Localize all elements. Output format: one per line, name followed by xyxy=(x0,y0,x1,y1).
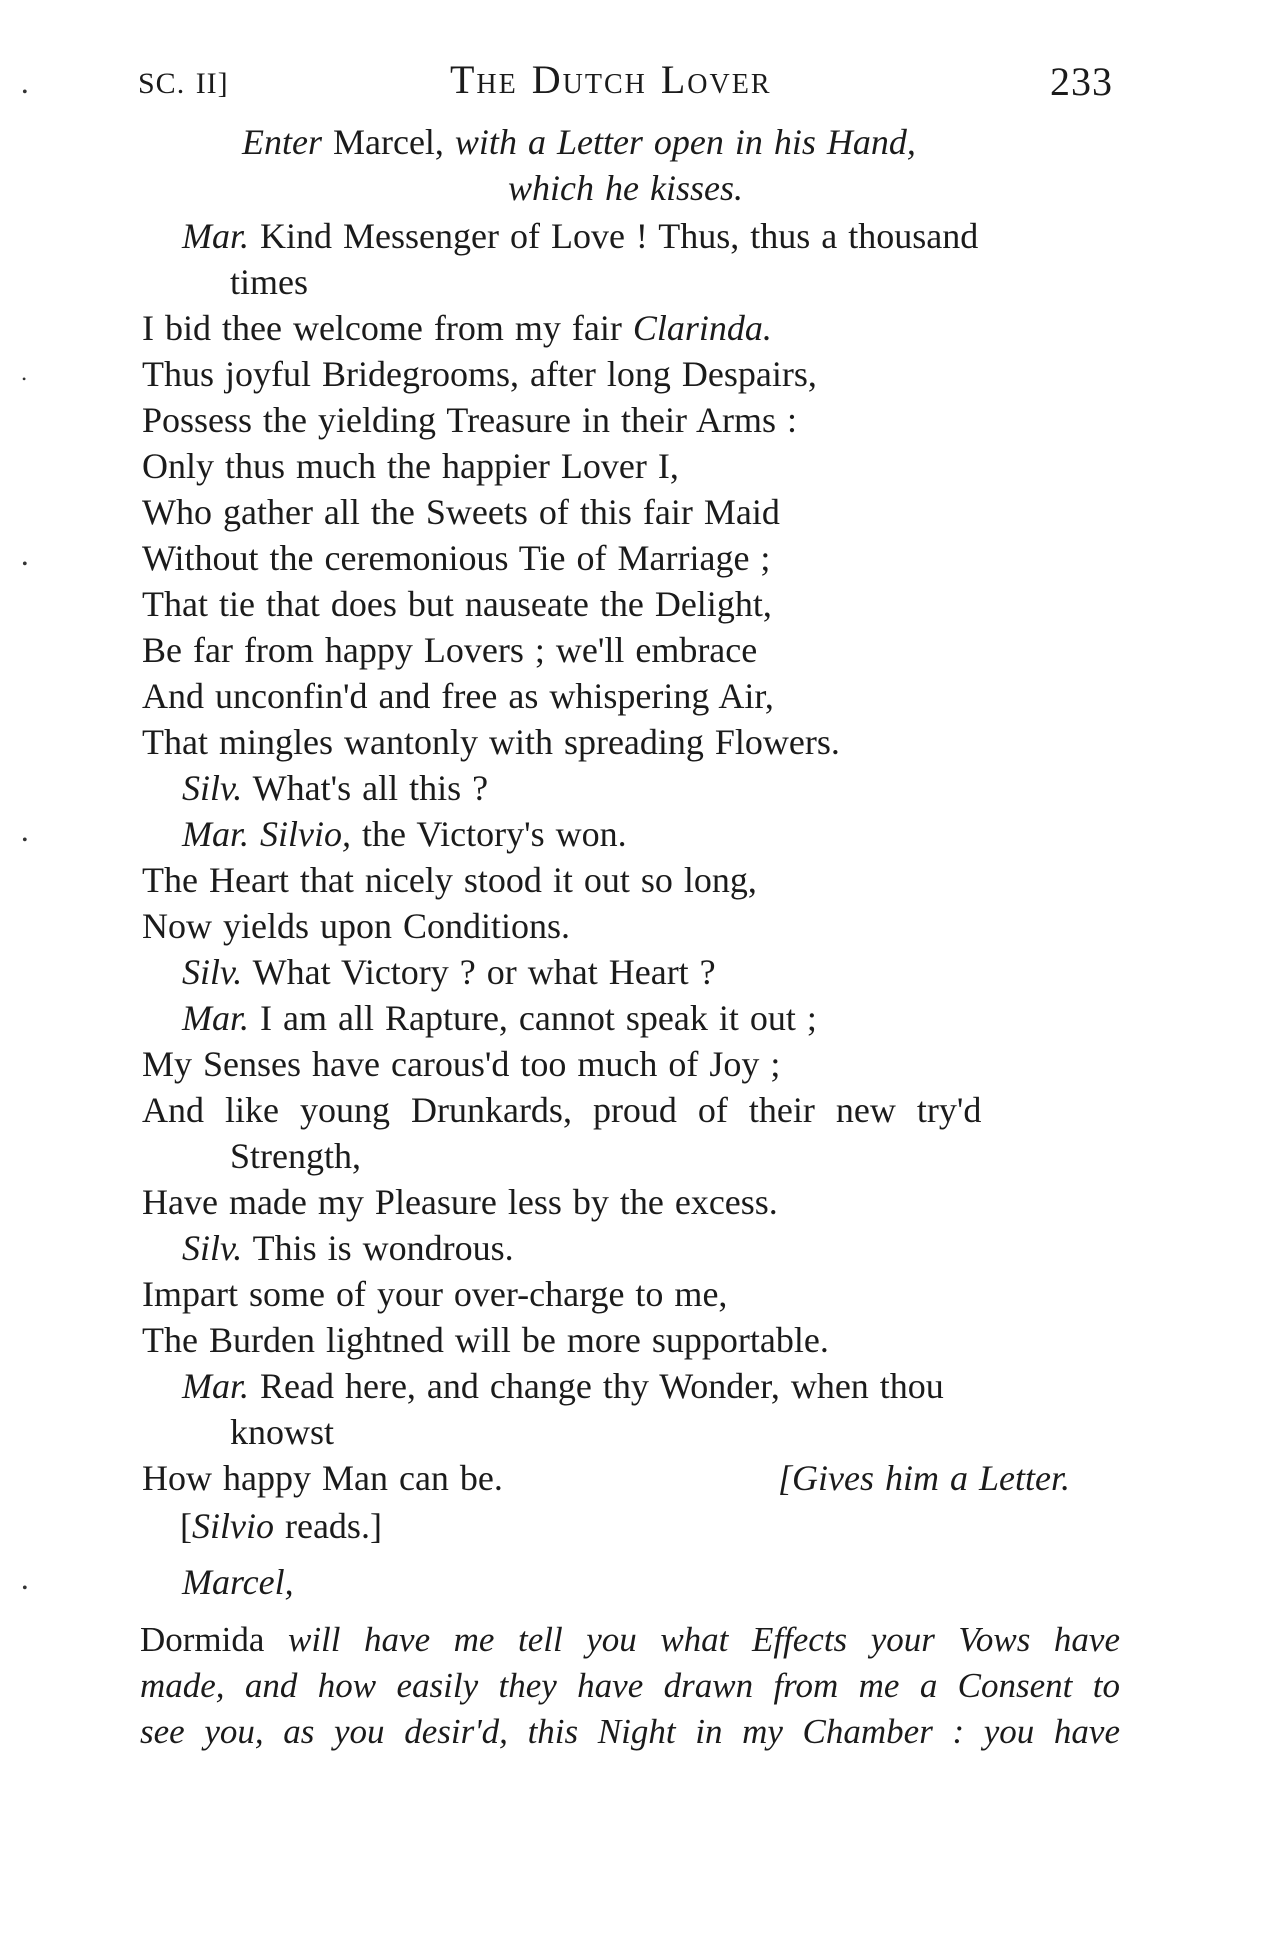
stage-direction-italic: [Gives him a Letter. xyxy=(778,1458,1070,1498)
scene-label: SC. II] xyxy=(138,67,229,100)
verse-line: Only thus much the happier Lover I, xyxy=(142,446,679,486)
verse-text: I am all Rapture, cannot speak it out ; xyxy=(260,998,817,1038)
speech-line xyxy=(182,812,627,856)
margin-speck: • xyxy=(22,556,28,573)
margin-speck: • xyxy=(22,1580,28,1597)
speaker-name: Silv. xyxy=(182,952,243,992)
speaker-name: Silv. xyxy=(182,768,243,808)
verse-line xyxy=(142,306,772,350)
margin-speck: • xyxy=(22,84,28,101)
verse-line: times xyxy=(230,262,308,302)
verse-text: reads.] xyxy=(284,1506,382,1546)
speech-line xyxy=(182,1226,514,1270)
verse-line: Have made my Pleasure less by the excess. xyxy=(142,1182,778,1222)
speaker-name: Silv. xyxy=(182,1228,243,1268)
letter-line xyxy=(140,1710,1120,1754)
stage-direction xyxy=(778,1456,1070,1500)
speaker-name: Mar. xyxy=(182,998,250,1038)
verse-line: Thus joyful Bridegrooms, after long Despairs, xyxy=(142,354,817,394)
verse-text: Read here, and change thy Wonder, when thou xyxy=(260,1366,944,1406)
verse-line: The Heart that nicely stood it out so long, xyxy=(142,860,757,900)
verse-line: And unconfin'd and free as whispering Air, xyxy=(142,676,774,716)
bracket: [ xyxy=(180,1506,192,1546)
verse-line: Now yields upon Conditions. xyxy=(142,906,571,946)
verse-text: Kind Messenger of Love ! Thus, thus a thousand xyxy=(260,216,979,256)
letter-text: made, and how easily they have drawn from me a Consent to xyxy=(140,1666,1120,1705)
salutation-text: Marcel, xyxy=(182,1562,294,1602)
verse-text: What Victory ? or what Heart ? xyxy=(252,952,716,992)
stage-direction-italic: Enter xyxy=(242,122,322,162)
letter-salutation xyxy=(182,1560,294,1604)
running-title: The Dutch Lover xyxy=(450,57,772,102)
stage-direction-italic: which he kisses. xyxy=(508,168,743,208)
speaker-name: Mar. xyxy=(182,814,250,854)
stage-direction xyxy=(180,1504,382,1548)
verse-line: And like young Drunkards, proud of their new try'd xyxy=(142,1090,982,1130)
margin-speck: • xyxy=(22,372,27,386)
speech-line xyxy=(182,214,978,258)
speaker-name: Mar. xyxy=(182,216,250,256)
stage-direction-line xyxy=(242,120,916,164)
page-number: 233 xyxy=(1050,59,1113,104)
proper-name: Clarinda. xyxy=(632,308,772,348)
verse-text: the Victory's won. xyxy=(362,814,627,854)
stage-direction-italic: with a Letter open in his Hand, xyxy=(454,122,916,162)
verse-text: I bid thee welcome from my fair xyxy=(142,308,622,348)
verse-line: How happy Man can be. xyxy=(142,1458,503,1498)
speech-line xyxy=(182,996,817,1040)
verse-text: This is wondrous. xyxy=(252,1228,514,1268)
verse-line: The Burden lightned will be more supportable. xyxy=(142,1320,829,1360)
verse-line: That tie that does but nauseate the Delight, xyxy=(142,584,772,624)
character-name: Marcel, xyxy=(332,122,444,162)
verse-line: Possess the yielding Treasure in their Arms : xyxy=(142,400,797,440)
letter-text: will have me tell you what Effects your Vows have xyxy=(287,1620,1121,1659)
verse-line: My Senses have carous'd too much of Joy ; xyxy=(142,1044,781,1084)
letter-text: see you, as you desir'd, this Night in my Chamber : you have xyxy=(140,1712,1120,1751)
verse-line: Strength, xyxy=(230,1136,361,1176)
letter-line xyxy=(140,1618,1120,1662)
proper-name: Silvio, xyxy=(260,814,351,854)
verse-line: That mingles wantonly with spreading Flowers. xyxy=(142,722,840,762)
verse-line: Without the ceremonious Tie of Marriage ; xyxy=(142,538,771,578)
speech-line xyxy=(182,1364,944,1408)
proper-name: Silvio xyxy=(192,1506,274,1546)
verse-line: knowst xyxy=(230,1412,335,1452)
verse-line: Who gather all the Sweets of this fair Maid xyxy=(142,492,780,532)
verse-line: Be far from happy Lovers ; we'll embrace xyxy=(142,630,758,670)
verse-line: Impart some of your over-charge to me, xyxy=(142,1274,728,1314)
speech-line xyxy=(182,766,488,810)
stage-direction-line xyxy=(508,166,743,210)
margin-speck: • xyxy=(22,832,28,849)
verse-text: What's all this ? xyxy=(252,768,489,808)
page-header xyxy=(0,58,1261,108)
speech-line xyxy=(182,950,716,994)
letter-line xyxy=(140,1664,1120,1708)
proper-name: Dormida xyxy=(140,1620,265,1659)
speaker-name: Mar. xyxy=(182,1366,250,1406)
